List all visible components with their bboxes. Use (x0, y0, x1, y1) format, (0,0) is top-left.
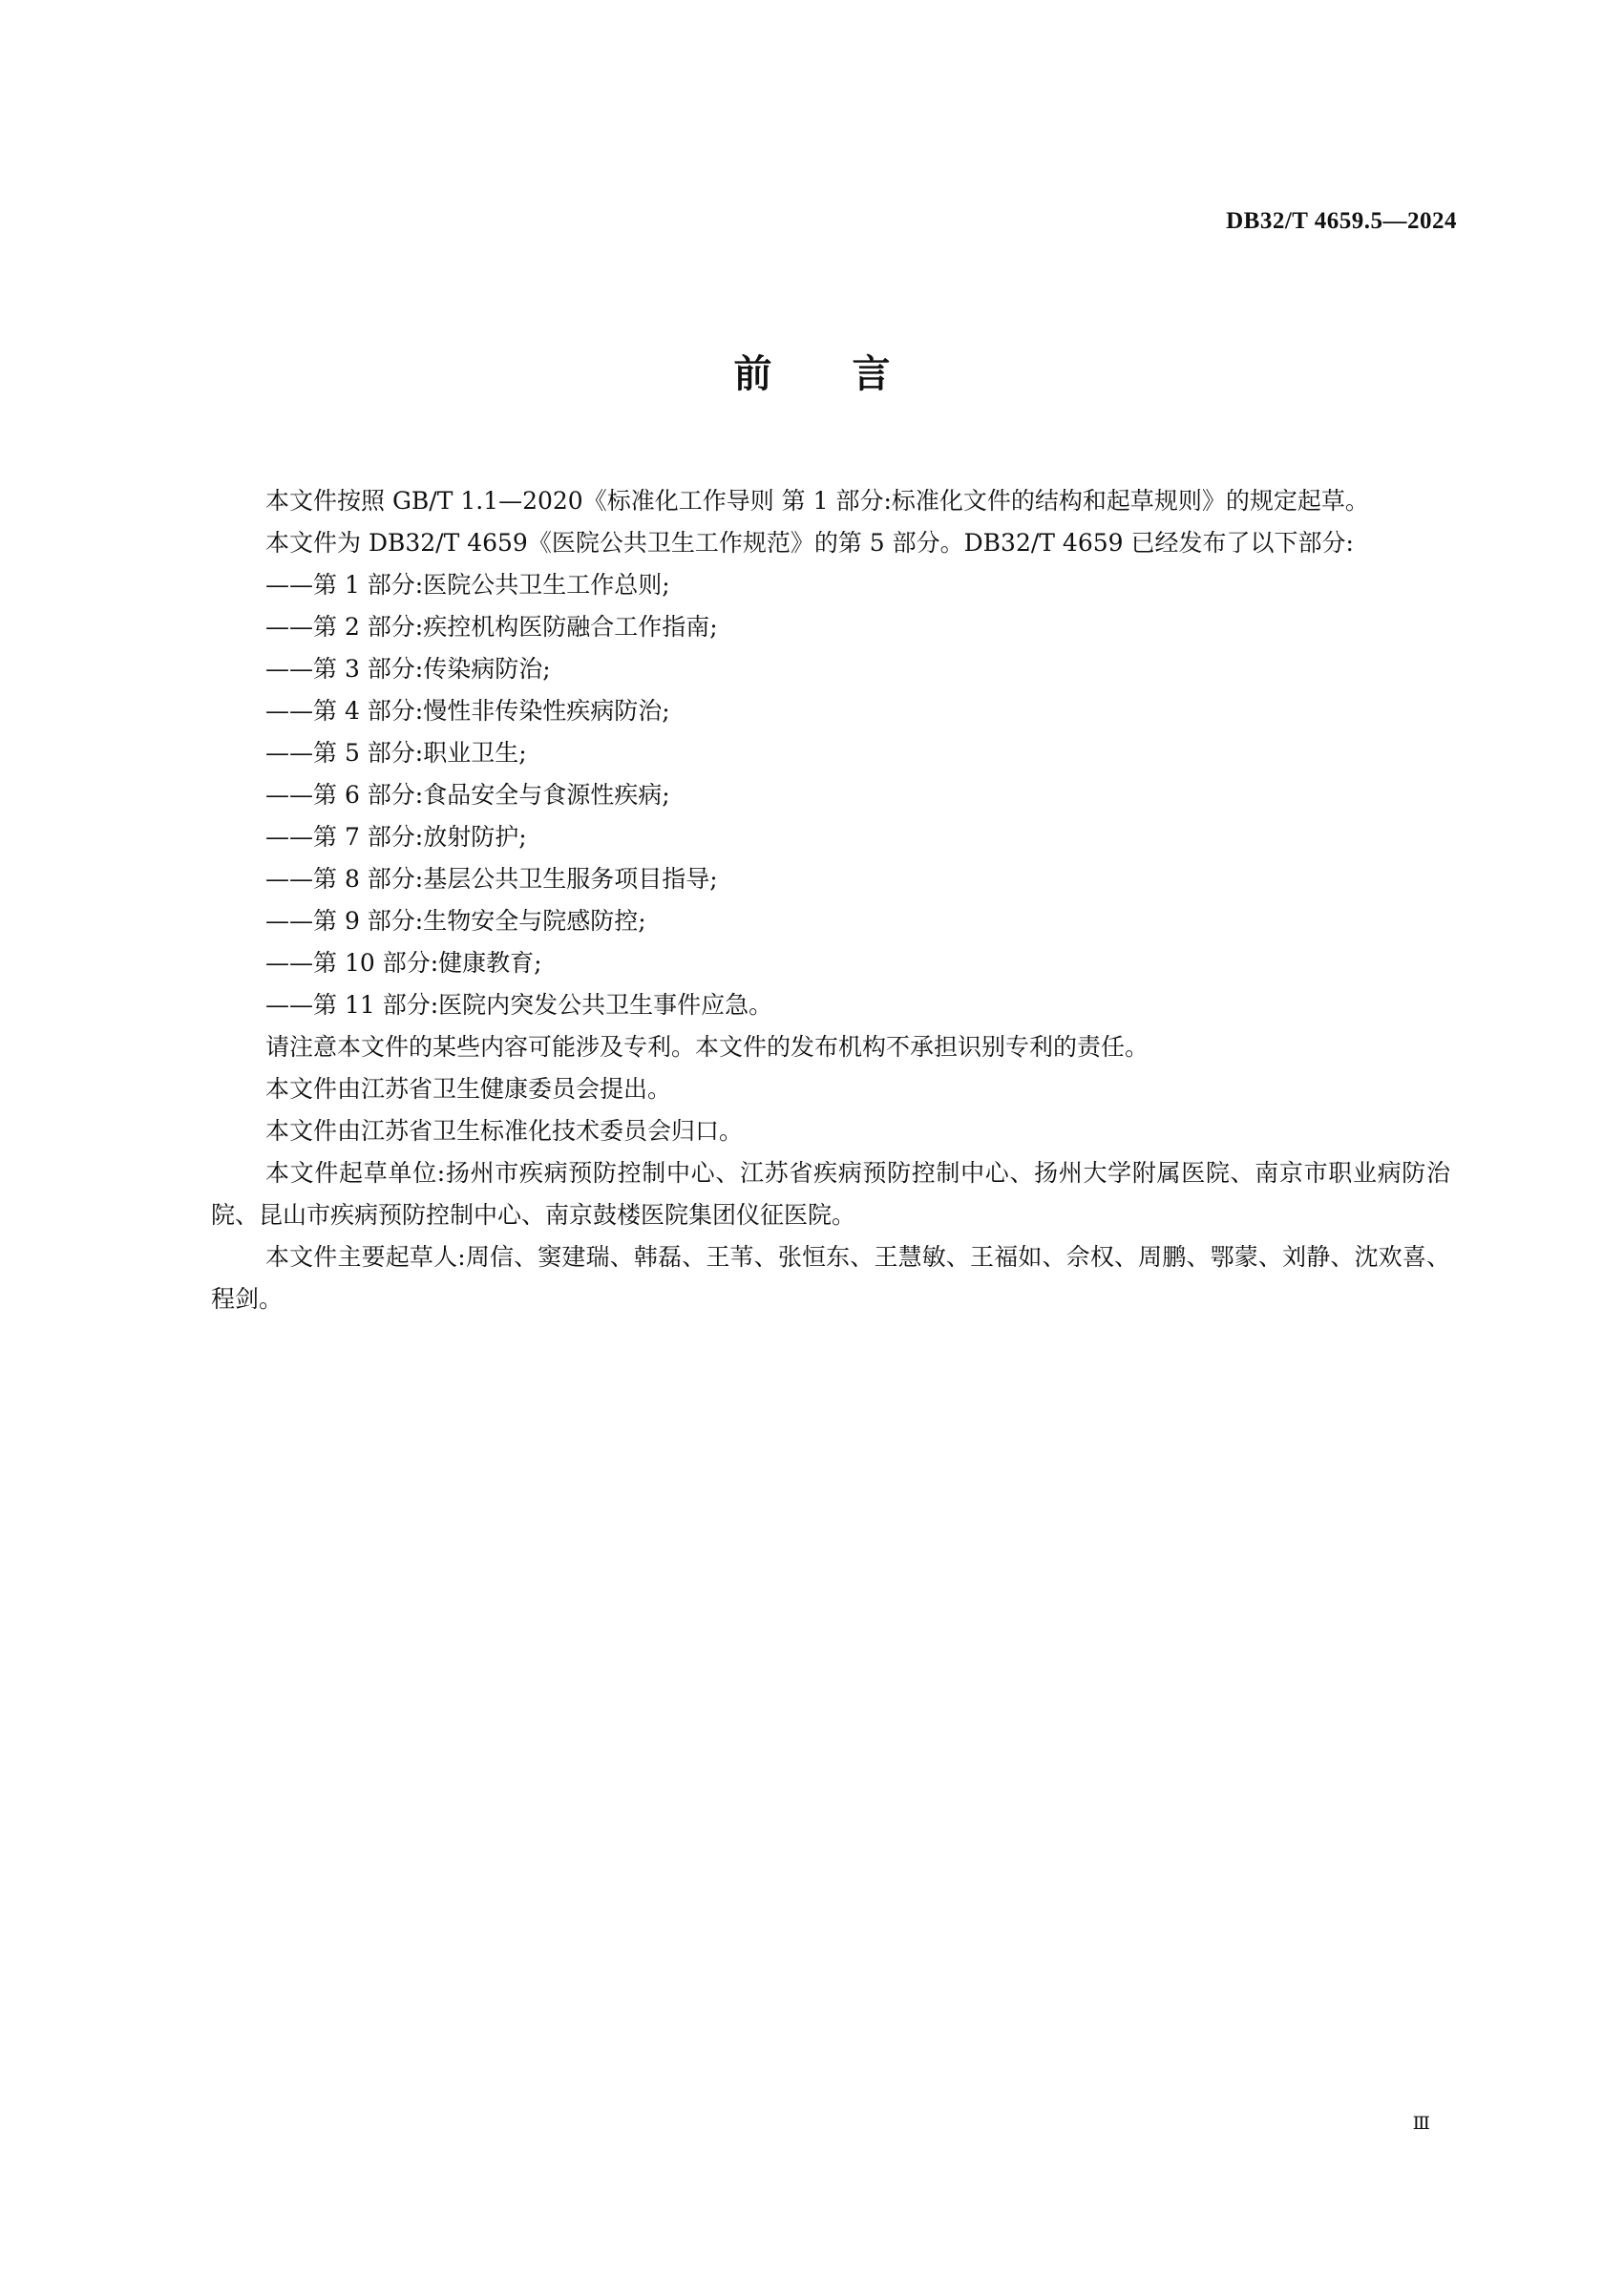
paragraph-drafting-units: 本文件起草单位:扬州市疾病预防控制中心、江苏省疾病预防控制中心、扬州大学附属医院、南京市职业病防治院、昆山市疾病预防控制中心、南京鼓楼医院集团仪征医院。 (211, 1159, 1450, 1229)
list-item: ——第 7 部分:放射防护; (265, 823, 527, 851)
document-body (211, 480, 1450, 1320)
paragraph-patent-notice: 请注意本文件的某些内容可能涉及专利。本文件的发布机构不承担识别专利的责任。 (265, 1033, 1149, 1061)
list-item: ——第 9 部分:生物安全与院感防控; (265, 907, 646, 935)
list-item: ——第 11 部分:医院内突发公共卫生事件应急。 (265, 991, 773, 1019)
list-item: ——第 4 部分:慢性非传染性疾病防治; (265, 697, 670, 725)
list-item: ——第 10 部分:健康教育; (265, 949, 542, 977)
list-item: ——第 2 部分:疾控机构医防融合工作指南; (265, 613, 718, 641)
parts-list (211, 564, 1450, 1026)
page-title: 前言 (733, 352, 971, 396)
list-item: ——第 8 部分:基层公共卫生服务项目指导; (265, 865, 718, 893)
paragraph-committee: 本文件由江苏省卫生标准化技术委员会归口。 (265, 1117, 744, 1145)
list-item: ——第 3 部分:传染病防治; (265, 655, 551, 683)
list-item: ——第 1 部分:医院公共卫生工作总则; (265, 571, 670, 599)
paragraph-drafters: 本文件主要起草人:周信、窦建瑞、韩磊、王苇、张恒东、王慧敏、王福如、佘权、周鹏、鄂蒙、刘静、沈欢喜、程剑。 (211, 1243, 1450, 1313)
paragraph-basis: 本文件按照 GB/T 1.1—2020《标准化工作导则 第 1 部分:标准化文件的结构和起草规则》的规定起草。 (265, 487, 1369, 515)
paragraph-proposer: 本文件由江苏省卫生健康委员会提出。 (265, 1075, 672, 1103)
document-code: DB32/T 4659.5—2024 (1226, 208, 1457, 234)
page-number: Ⅲ (1412, 2113, 1430, 2134)
paragraph-series: 本文件为 DB32/T 4659《医院公共卫生工作规范》的第 5 部分。DB32/T 4659 已经发布了以下部分: (265, 529, 1354, 557)
list-item: ——第 5 部分:职业卫生; (265, 739, 527, 767)
list-item: ——第 6 部分:食品安全与食源性疾病; (265, 781, 670, 809)
